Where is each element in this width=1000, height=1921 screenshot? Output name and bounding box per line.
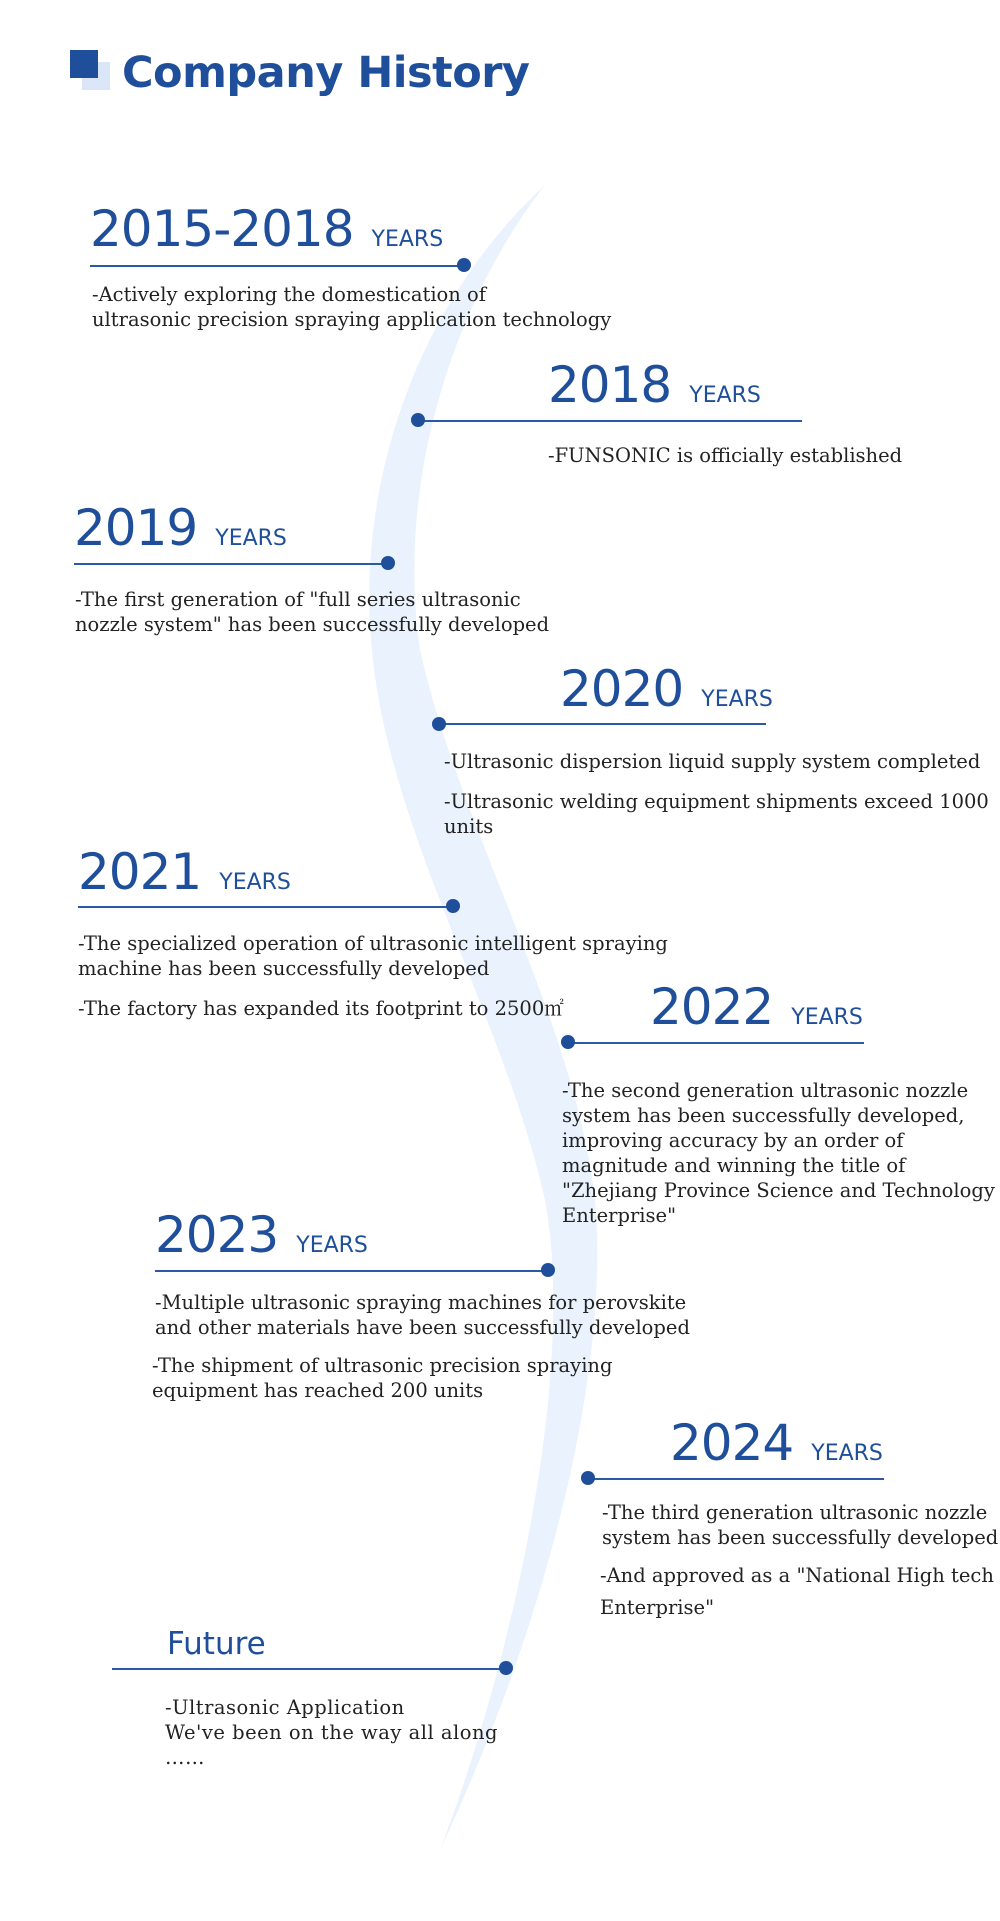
milestone-connector-line	[90, 265, 464, 267]
milestone-description: -FUNSONIC is officially established	[548, 444, 903, 467]
year-label: 2024	[670, 1414, 794, 1472]
years-suffix: YEARS	[296, 1233, 368, 1258]
year-label: 2020	[560, 660, 684, 718]
milestone-dot	[446, 899, 460, 913]
years-suffix: YEARS	[689, 383, 761, 408]
page-title: Company History	[122, 48, 530, 98]
milestone-year-2021	[78, 843, 291, 901]
milestone-description: -The shipment of ultrasonic precision spraying equipment has reached 200 units	[152, 1354, 613, 1402]
milestone-year-2018	[548, 356, 761, 414]
future-connector-line	[112, 1668, 508, 1670]
milestone-connector-line	[568, 1042, 864, 1044]
milestone-year-2015-2018	[90, 200, 444, 258]
milestone-year-2019	[74, 499, 287, 557]
milestone-year-2022	[650, 978, 863, 1036]
milestone-dot	[432, 717, 446, 731]
milestone-description: -And approved as a "National High tech Enterprise"	[600, 1564, 994, 1619]
milestone-connector-line	[78, 906, 454, 908]
milestone-connector-line	[418, 420, 802, 422]
milestone-year-2020	[560, 660, 773, 718]
milestone-dot	[457, 258, 471, 272]
milestone-year-2024	[670, 1414, 883, 1472]
year-label: 2023	[155, 1206, 279, 1264]
milestone-dot	[561, 1035, 575, 1049]
future-label: Future	[167, 1626, 266, 1662]
milestone-year-2023	[155, 1206, 368, 1264]
milestone-connector-line	[440, 723, 766, 725]
year-label: 2022	[650, 978, 774, 1036]
milestone-dot	[381, 556, 395, 570]
milestone-description: -Ultrasonic welding equipment shipments exceed 1000 units	[444, 790, 989, 838]
future-description: -Ultrasonic Application We've been on the way all along ……	[165, 1696, 499, 1769]
milestone-description: -The factory has expanded its footprint to 2500㎡	[78, 997, 564, 1020]
milestone-description: -Ultrasonic dispersion liquid supply system completed	[444, 750, 981, 773]
title-decoration-dark	[70, 50, 98, 78]
year-label: 2015-2018	[90, 200, 354, 258]
years-suffix: YEARS	[219, 870, 291, 895]
milestone-connector-line	[588, 1478, 884, 1480]
milestone-description: -The third generation ultrasonic nozzle system has been successfully developed	[602, 1501, 999, 1549]
milestone-dot	[541, 1263, 555, 1277]
year-label: 2019	[74, 499, 198, 557]
milestone-description: -The specialized operation of ultrasonic intelligent spraying machine has been successfully developed	[78, 932, 668, 980]
years-suffix: YEARS	[215, 526, 287, 551]
years-suffix: YEARS	[791, 1005, 863, 1030]
milestone-description: -The second generation ultrasonic nozzle system has been successfully developed, improving accuracy by an order of magnitude and winning the title of "Zhejiang Province Science and Technology Enterprise"	[562, 1079, 995, 1227]
milestone-connector-line	[74, 563, 390, 565]
year-label: 2021	[78, 843, 202, 901]
milestone-dot	[581, 1471, 595, 1485]
milestone-dot	[499, 1661, 513, 1675]
years-suffix: YEARS	[811, 1441, 883, 1466]
milestone-dot	[411, 413, 425, 427]
years-suffix: YEARS	[371, 227, 444, 252]
years-suffix: YEARS	[701, 687, 773, 712]
milestone-connector-line	[155, 1270, 549, 1272]
year-label: 2018	[548, 356, 672, 414]
milestone-description: -Multiple ultrasonic spraying machines for perovskite and other materials have been successfully developed	[155, 1291, 690, 1339]
milestone-description: -The first generation of "full series ultrasonic nozzle system" has been successfully developed	[75, 588, 550, 636]
milestone-description: -Actively exploring the domestication of ultrasonic precision spraying application technology	[92, 283, 612, 331]
